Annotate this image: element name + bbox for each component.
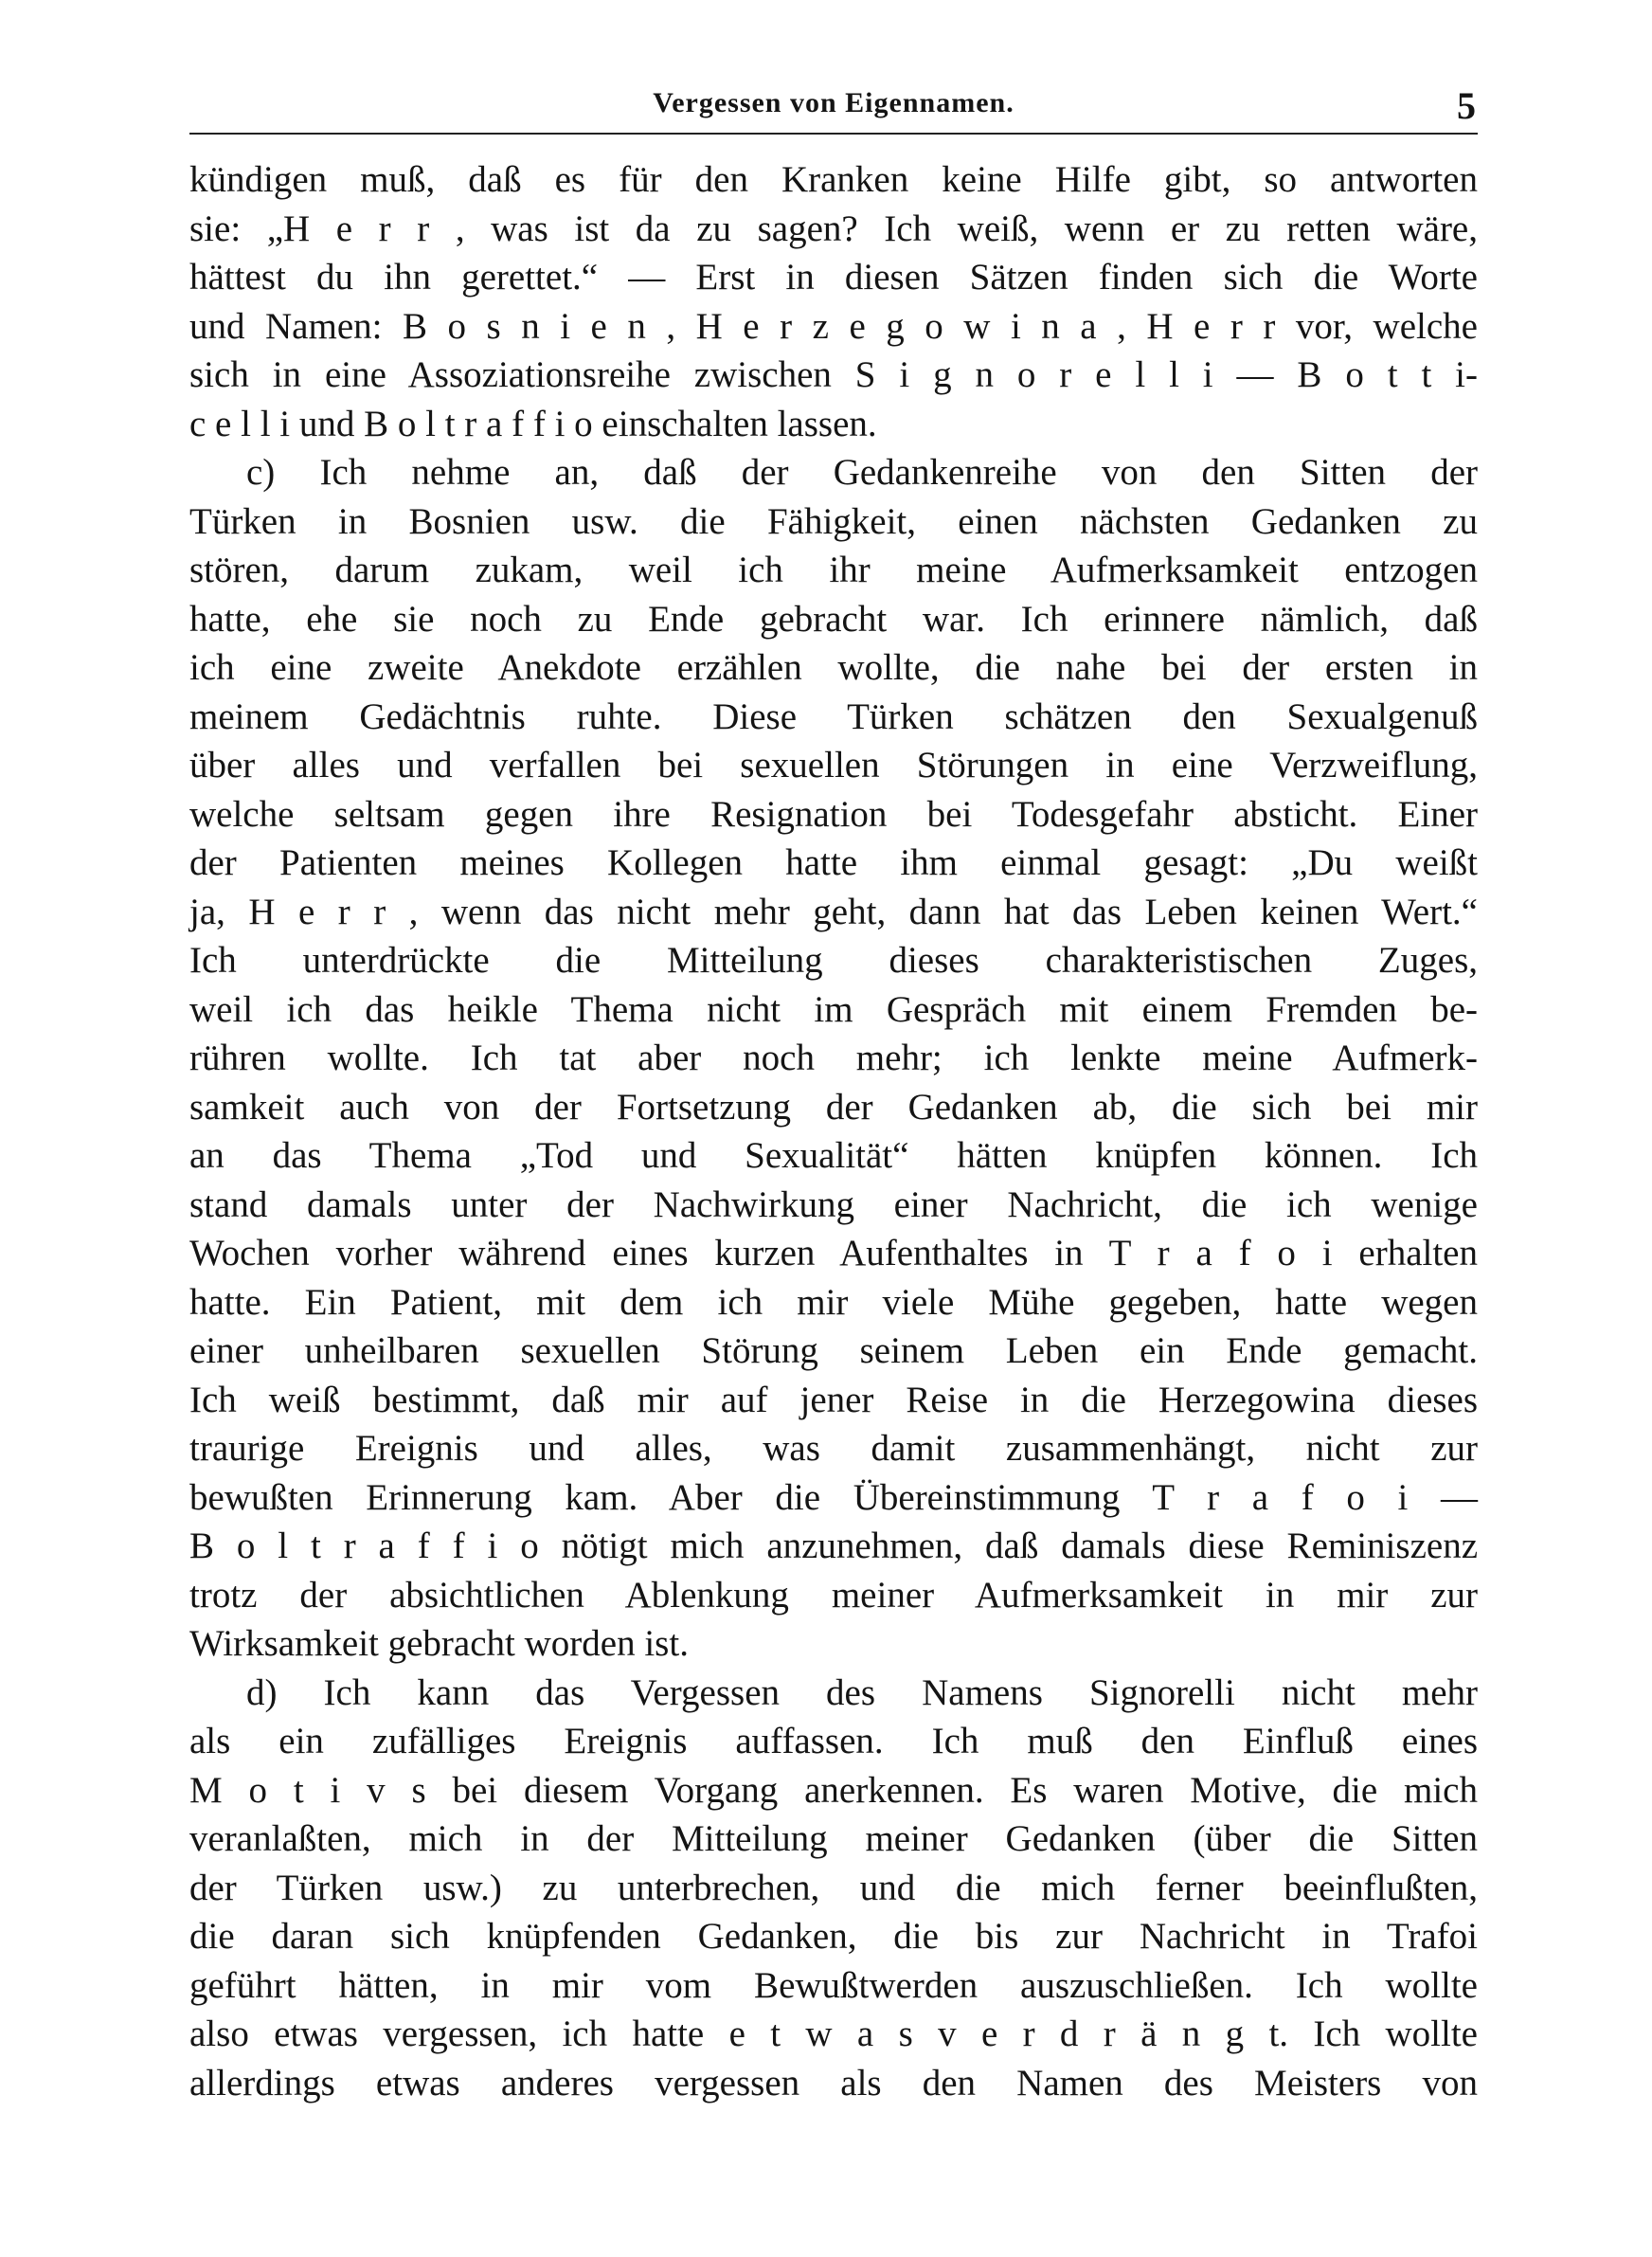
- text-line: c) Ich nehme an, daß der Gedankenreihe von den Sitten der: [246, 452, 1478, 493]
- text-line: hatte, ehe sie noch zu Ende gebracht war. Ich erinnere nämlich, daß: [189, 598, 1478, 640]
- text-line: die daran sich knüpfenden Gedanken, die bis zur Nachricht in Trafoi: [189, 1916, 1478, 1957]
- text-line: Türken in Bosnien usw. die Fähigkeit, einen nächsten Gedanken zu: [189, 500, 1478, 542]
- text-line: einer unheilbaren sexuellen Störung seinem Leben ein Ende gemacht.: [189, 1330, 1478, 1371]
- text-line: trotz der absichtlichen Ablenkung meiner Aufmerksamkeit in mir zur: [189, 1574, 1478, 1616]
- text-line: geführt hätten, in mir vom Bewußtwerden auszuschließen. Ich wollte: [189, 1964, 1478, 2006]
- text-line: bewußten Erinnerung kam. Aber die Übereinstimmung T r a f o i —: [189, 1476, 1478, 1518]
- text-line: hatte. Ein Patient, mit dem ich mir viele Mühe gegeben, hatte wegen: [189, 1281, 1478, 1323]
- text-line: stören, darum zukam, weil ich ihr meine Aufmerksamkeit entzogen: [189, 550, 1478, 590]
- text-line: M o t i v s bei diesem Vorgang anerkennen. Es waren Motive, die mich: [189, 1769, 1478, 1811]
- text-line: ich eine zweite Anekdote erzählen wollte, die nahe bei der ersten in: [189, 647, 1478, 688]
- text-line: samkeit auch von der Fortsetzung der Gedanken ab, die sich bei mir: [189, 1086, 1478, 1128]
- text-line: d) Ich kann das Vergessen des Namens Signorelli nicht mehr: [246, 1671, 1478, 1713]
- text-line: veranlaßten, mich in der Mitteilung meiner Gedanken (über die Sitten: [189, 1818, 1478, 1859]
- text-line: rühren wollte. Ich tat aber noch mehr; ich lenkte meine Aufmerk-: [189, 1038, 1478, 1078]
- text-line: an das Thema „Tod und Sexualität“ hätten knüpfen können. Ich: [189, 1135, 1478, 1176]
- text-line: Ich unterdrückte die Mitteilung dieses charakteristischen Zuges,: [189, 940, 1478, 981]
- text-line: also etwas vergessen, ich hatte e t w a s v e r d r ä n g t. Ich wollte: [189, 2013, 1478, 2054]
- text-line: Wochen vorher während eines kurzen Aufenthaltes in T r a f o i erhalten: [189, 1233, 1478, 1273]
- book-page: [189, 83, 1478, 2206]
- text-line: weil ich das heikle Thema nicht im Gespräch mit einem Fremden be-: [189, 988, 1478, 1030]
- text-line: Wirksamkeit gebracht worden ist.: [189, 1623, 689, 1664]
- body-text: [189, 155, 1478, 2107]
- text-line: über alles und verfallen bei sexuellen Störungen in eine Verzweiflung,: [189, 745, 1478, 785]
- text-line: allerdings etwas anderes vergessen als den Namen des Meisters von: [189, 2062, 1478, 2104]
- text-line: Ich weiß bestimmt, daß mir auf jener Reise in die Herzegowina dieses: [189, 1379, 1478, 1420]
- text-line: sich in eine Assoziationsreihe zwischen S i g n o r e l l i — B o t t i-: [189, 354, 1478, 395]
- page-number: 5: [1457, 84, 1476, 127]
- text-line: welche seltsam gegen ihre Resignation bei Todesgefahr absticht. Einer: [189, 793, 1478, 835]
- text-line: B o l t r a f f i o nötigt mich anzunehmen, daß damals diese Reminiszenz: [189, 1526, 1478, 1566]
- text-line: und Namen: B o s n i e n , H e r z e g o w i n a , H e r r vor, welche: [189, 305, 1478, 347]
- text-line: der Patienten meines Kollegen hatte ihm einmal gesagt: „Du weißt: [189, 842, 1478, 883]
- text-line: ja, H e r r , wenn das nicht mehr geht, dann hat das Leben keinen Wert.“: [189, 891, 1478, 932]
- text-line: meinem Gedächtnis ruhte. Diese Türken schätzen den Sexualgenuß: [189, 695, 1478, 737]
- text-line: sie: „H e r r , was ist da zu sagen? Ich weiß, wenn er zu retten wäre,: [189, 208, 1478, 249]
- text-line: der Türken usw.) zu unterbrechen, und die mich ferner beeinflußten,: [189, 1867, 1478, 1908]
- text-line: stand damals unter der Nachwirkung einer Nachricht, die ich wenige: [189, 1183, 1478, 1225]
- page-header: [189, 83, 1478, 135]
- text-line: c e l l i und B o l t r a f f i o einschalten lassen.: [189, 403, 877, 444]
- text-line: als ein zufälliges Ereignis auffassen. Ich muß den Einfluß eines: [189, 1721, 1478, 1761]
- text-line: hättest du ihn gerettet.“ — Erst in diesen Sätzen finden sich die Worte: [189, 257, 1478, 298]
- text-line: kündigen muß, daß es für den Kranken keine Hilfe gibt, so antworten: [189, 159, 1478, 200]
- text-line: traurige Ereignis und alles, was damit zusammenhängt, nicht zur: [189, 1428, 1478, 1469]
- running-title: Vergessen von Eigennamen.: [653, 87, 1015, 118]
